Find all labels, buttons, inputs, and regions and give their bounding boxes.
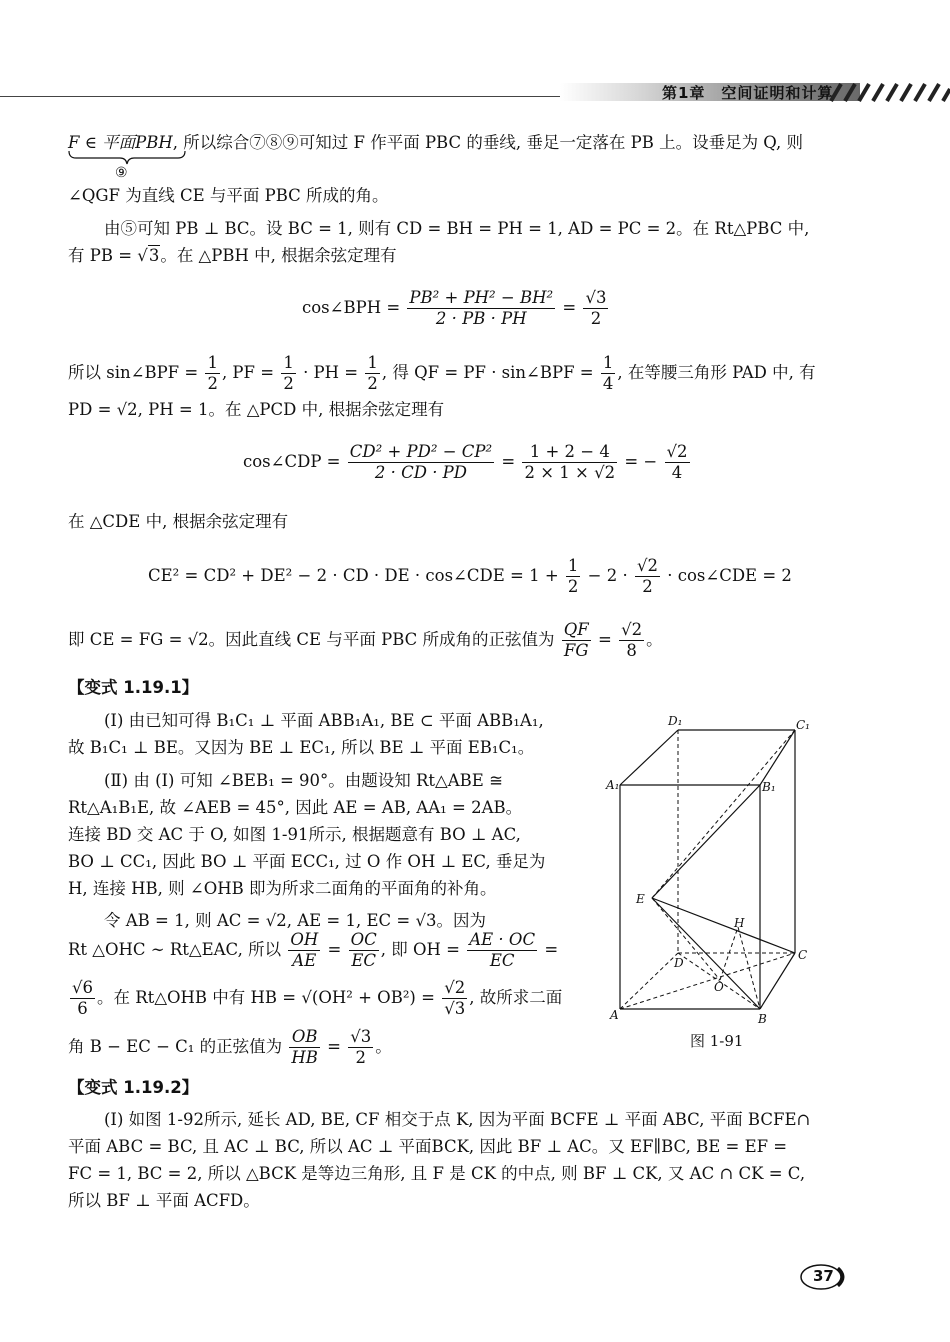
equation-ce-squared: CE² = CD² + DE² − 2 · CD · DE · cos∠CDE = 1 + $\frac{1}{2}$ − 2 · $\frac{√2}{2}$ · cos∠CDE = 2 [148, 556, 792, 596]
label-b1: B₁ [762, 780, 776, 794]
label-d: D [674, 956, 684, 970]
v1-line-4: Rt△A₁B₁E, 故 ∠AEB = 45°, 因此 AE = AB, AA₁ = 2AB。 [68, 798, 523, 817]
label-e: E [636, 892, 645, 906]
equation-cos-bph: cos∠BPH = $\frac{\text{PB² + PH² − BH²}}{2 \cdot PB \cdot PH}$ = $\frac{√3}{2}$ [302, 288, 607, 328]
circled-nine: ⑨ [115, 165, 128, 181]
header-hatch-decoration [825, 82, 950, 102]
underbrace [68, 150, 186, 166]
text-line-8: 即 CE = FG = √2。因此直线 CE 与平面 PBC 所成角的正弦值为 $\frac{QF}{FG}$ = $\frac{√2}{8}$ 。 [68, 620, 663, 660]
label-b: B [758, 1012, 767, 1026]
text-line-5: 所以 sin∠BPF = $\frac{1}{2}$ , PF = $\frac{1}{2}$ · PH = $\frac{1}{2}$ , 得 QF = PF · sin∠BPF = $\frac{1}{4}$ , 在等腰三角形 PAD 中, 有 [68, 353, 816, 393]
text-line-6: PD = √2, PH = 1。在 △PCD 中, 根据余弦定理有 [68, 400, 445, 419]
v1-line-2: 故 B₁C₁ ⊥ BE。又因为 BE ⊥ EC₁, 所以 BE ⊥ 平面 EB₁C₁。 [68, 738, 535, 757]
v1-line-1: (I) 由已知可得 B₁C₁ ⊥ 平面 ABB₁A₁, BE ⊂ 平面 ABB₁A₁, [104, 711, 544, 730]
page-number-badge [800, 1264, 846, 1290]
v1-line-8: 令 AB = 1, 则 AC = √2, AE = 1, EC = √3。因为 [104, 911, 486, 930]
v1-line-5: 连接 BD 交 AC 于 O, 如图 1-91所示, 根据题意有 BO ⊥ AC, [68, 825, 521, 844]
label-c: C [798, 948, 808, 962]
v2-line-3: FC = 1, BC = 2, 所以 △BCK 是等边三角形, 且 F 是 CK 的中点, 则 BF ⊥ CK, 又 AC ∩ CK = C, [68, 1164, 806, 1183]
v1-line-9: Rt △OHC ∼ Rt△EAC, 所以 $\frac{OH}{AE}$ = $\frac{OC}{EC}$ , 即 OH = $\frac{AE \cdot OC}{EC}$ = [68, 930, 559, 970]
v1-line-3: (Ⅱ) 由 (I) 可知 ∠BEB₁ = 90°。由题设知 Rt△ABE ≅ [104, 771, 503, 790]
label-c1: C₁ [796, 718, 810, 732]
label-h: H [734, 916, 745, 930]
page-number: 37 [813, 1267, 834, 1285]
v2-line-4: 所以 BF ⊥ 平面 ACFD。 [68, 1191, 260, 1210]
text-line-7: 在 △CDE 中, 根据余弦定理有 [68, 512, 289, 531]
variant-1-19-1-heading: 【变式 1.19.1】 [68, 678, 199, 697]
label-o: O [714, 980, 724, 994]
v1-line-7: H, 连接 HB, 则 ∠OHB 即为所求二面角的平面角的补角。 [68, 879, 497, 898]
chapter-title: 第1章 空间证明和计算 [662, 84, 834, 102]
v2-line-2: 平面 ABC = BC, 且 AC ⊥ BC, 所以 AC ⊥ 平面BCK, 因此 BF ⊥ AC。又 EF∥BC, BE = EF = [68, 1137, 788, 1156]
label-a1: A₁ [606, 778, 620, 792]
equation-cos-cdp: cos∠CDP = $\frac{\text{CD² + PD² − CP²}}{2 \cdot CD \cdot PD}$ = $\frac{1 + 2 - 4}{2 \times 1 \times √2}$ = − $\frac{√2}{4}$ [243, 442, 688, 482]
v1-line-10: $\frac{√6}{6}$ 。在 Rt△OHB 中有 HB = √(OH² + OB²) = $\frac{√2}{√3}$ , 故所求二面 [72, 978, 563, 1018]
figure-1-91-prism [606, 705, 810, 1026]
v2-line-1: (I) 如图 1-92所示, 延长 AD, BE, CF 相交于点 K, 因为平面 BCFE ⊥ 平面 ABC, 平面 BCFE∩ [104, 1110, 811, 1129]
figure-caption: 图 1-91 [690, 1032, 744, 1050]
label-d1: D₁ [668, 714, 683, 728]
text-line-1-rest: , 所以综合⑦⑧⑨可知过 F 作平面 PBC 的垂线, 垂足一定落在 PB 上。设垂足为 Q, 则 [172, 133, 804, 152]
text-line-2: ∠QGF 为直线 CE 与平面 PBC 所成的角。 [68, 186, 389, 205]
v1-line-11: 角 B − EC − C₁ 的正弦值为 $\frac{OB}{HB}$ = $\frac{√3}{2}$ 。 [68, 1027, 392, 1067]
variant-1-19-2-heading: 【变式 1.19.2】 [68, 1078, 199, 1097]
text-line-3: 由⑤可知 PB ⊥ BC。设 BC = 1, 则有 CD = BH = PH = 1, AD = PC = 2。在 Rt△PBC 中, [104, 219, 810, 238]
f-in-plane: F ∈ 平面PBH [68, 133, 173, 152]
label-a: A [610, 1008, 619, 1022]
v1-line-6: BO ⊥ CC₁, 因此 BO ⊥ 平面 ECC₁, 过 O 作 OH ⊥ EC, 垂足为 [68, 852, 546, 871]
text-line-4: 有 PB = √3。在 △PBH 中, 根据余弦定理有 [68, 246, 397, 265]
